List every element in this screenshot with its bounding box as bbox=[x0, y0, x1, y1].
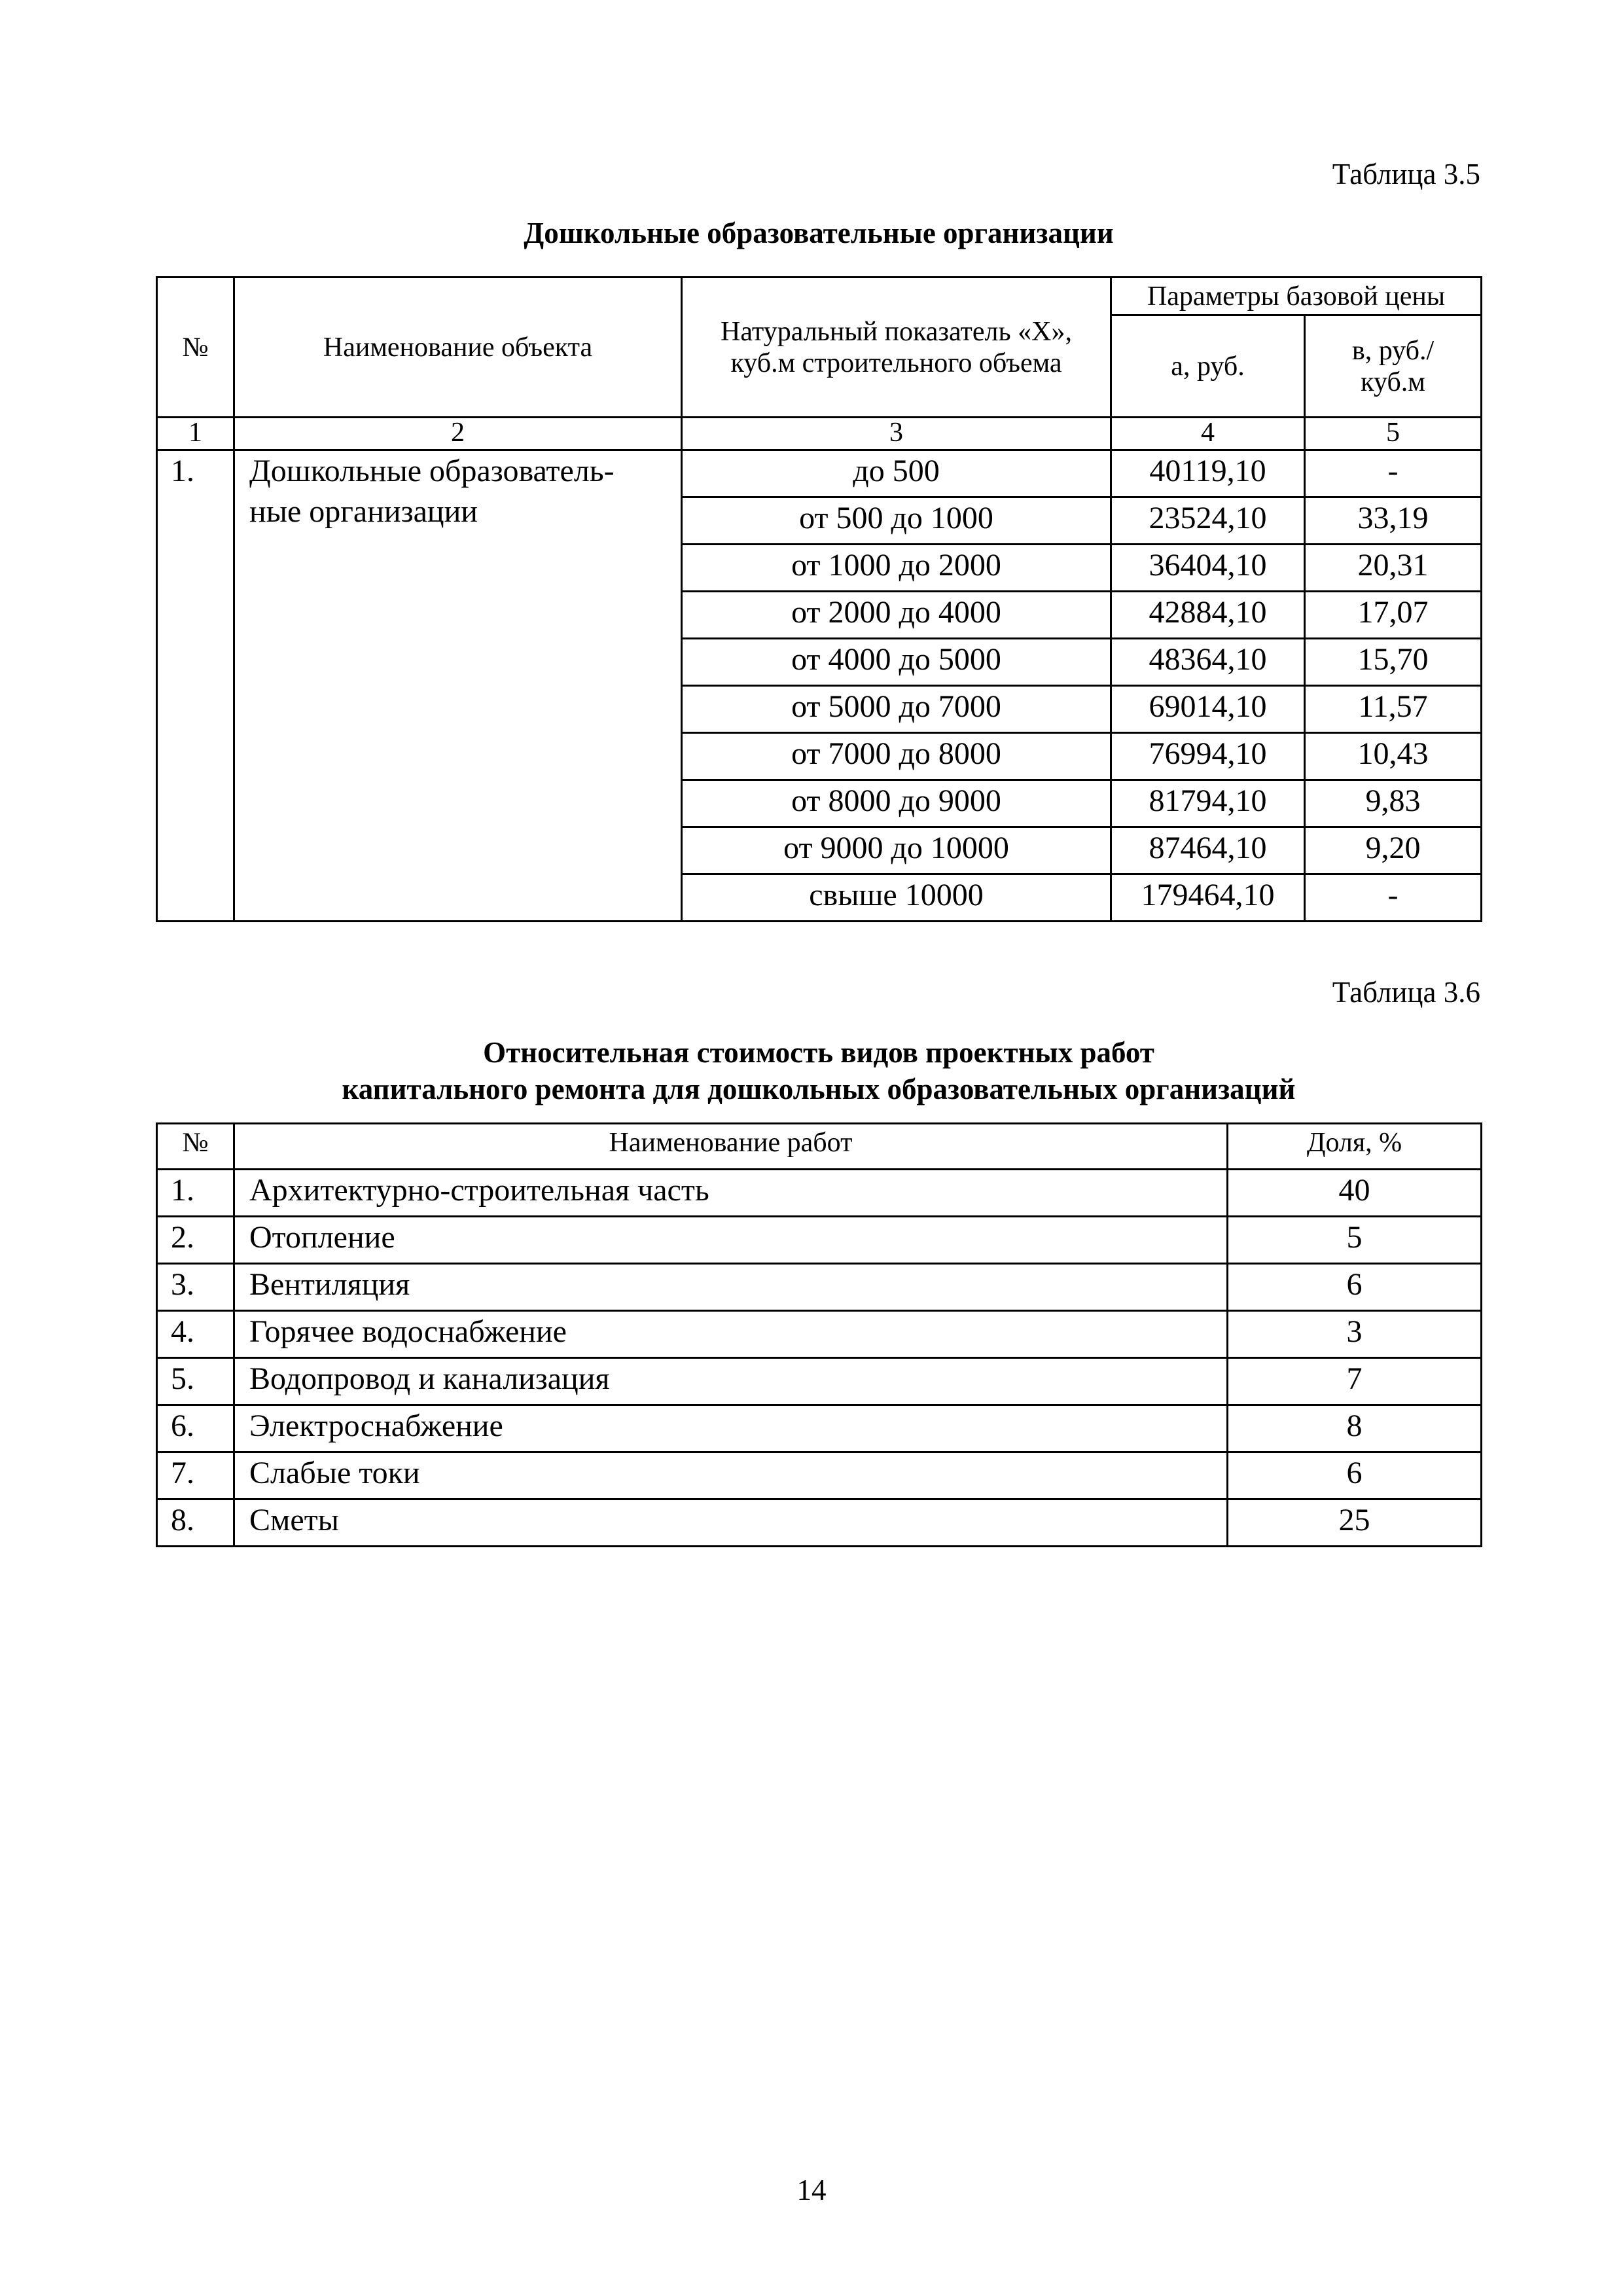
price-a: 69014,10 bbox=[1111, 686, 1305, 733]
price-b: 17,07 bbox=[1305, 592, 1482, 639]
work-share: 8 bbox=[1228, 1405, 1482, 1452]
work-name: Вентиляция bbox=[234, 1264, 1228, 1311]
work-share: 7 bbox=[1228, 1358, 1482, 1405]
header-no: № bbox=[157, 1124, 234, 1170]
table-row bbox=[157, 450, 1482, 497]
volume-range: от 500 до 1000 bbox=[682, 497, 1111, 545]
header-b-rub-per-m3: в, руб./куб.м bbox=[1305, 315, 1482, 418]
price-b: 10,43 bbox=[1305, 733, 1482, 780]
column-number: 4 bbox=[1111, 418, 1305, 450]
header-base-price-params: Параметры базовой цены bbox=[1111, 278, 1482, 315]
table-row bbox=[157, 1170, 1482, 1217]
price-b: - bbox=[1305, 450, 1482, 497]
table-3-6-title bbox=[157, 1034, 1480, 1107]
row-number: 4. bbox=[157, 1311, 234, 1358]
header-share: Доля, % bbox=[1228, 1124, 1482, 1170]
price-a: 48364,10 bbox=[1111, 639, 1305, 686]
price-b: 33,19 bbox=[1305, 497, 1482, 545]
price-b: 9,20 bbox=[1305, 827, 1482, 874]
column-number: 1 bbox=[157, 418, 234, 450]
work-name: Сметы bbox=[234, 1499, 1228, 1547]
price-a: 76994,10 bbox=[1111, 733, 1305, 780]
table-3-6-title-line-2: капитального ремонта для дошкольных образовательных организаций bbox=[342, 1073, 1296, 1105]
table-row bbox=[157, 1405, 1482, 1452]
table-3-5-title: Дошкольные образовательные организации bbox=[524, 217, 1114, 249]
price-a: 179464,10 bbox=[1111, 874, 1305, 922]
volume-range: от 5000 до 7000 bbox=[682, 686, 1111, 733]
work-name: Электроснабжение bbox=[234, 1405, 1228, 1452]
header-no: № bbox=[157, 278, 234, 418]
header-a-rub: а, руб. bbox=[1111, 315, 1305, 418]
work-share: 3 bbox=[1228, 1311, 1482, 1358]
page-number: 14 bbox=[796, 2174, 827, 2206]
row-number: 7. bbox=[157, 1452, 234, 1499]
work-share: 25 bbox=[1228, 1499, 1482, 1547]
table-3-6-label: Таблица 3.6 bbox=[1332, 976, 1480, 1009]
price-b: 11,57 bbox=[1305, 686, 1482, 733]
column-number: 2 bbox=[234, 418, 682, 450]
table-row bbox=[157, 1264, 1482, 1311]
table-row bbox=[157, 1499, 1482, 1547]
volume-range: свыше 10000 bbox=[682, 874, 1111, 922]
header-object-name: Наименование объекта bbox=[234, 278, 682, 418]
price-b: 9,83 bbox=[1305, 780, 1482, 827]
row-number: 8. bbox=[157, 1499, 234, 1547]
work-name: Архитектурно-строительная часть bbox=[234, 1170, 1228, 1217]
table-3-6-title-line-1: Относительная стоимость видов проектных работ bbox=[483, 1036, 1154, 1069]
row-number: 6. bbox=[157, 1405, 234, 1452]
work-name: Водопровод и канализация bbox=[234, 1358, 1228, 1405]
item-name: Дошкольные образователь-ные организации bbox=[234, 450, 682, 922]
work-name: Слабые токи bbox=[234, 1452, 1228, 1499]
item-number: 1. bbox=[157, 450, 234, 922]
price-a: 23524,10 bbox=[1111, 497, 1305, 545]
header-work-name: Наименование работ bbox=[234, 1124, 1228, 1170]
volume-range: от 2000 до 4000 bbox=[682, 592, 1111, 639]
volume-range: от 1000 до 2000 bbox=[682, 545, 1111, 592]
volume-range: от 9000 до 10000 bbox=[682, 827, 1111, 874]
volume-range: от 8000 до 9000 bbox=[682, 780, 1111, 827]
work-share: 5 bbox=[1228, 1217, 1482, 1264]
price-b: 20,31 bbox=[1305, 545, 1482, 592]
work-name: Отопление bbox=[234, 1217, 1228, 1264]
table-3-6 bbox=[156, 1122, 1482, 1547]
row-number: 3. bbox=[157, 1264, 234, 1311]
work-share: 6 bbox=[1228, 1264, 1482, 1311]
volume-range: до 500 bbox=[682, 450, 1111, 497]
price-a: 42884,10 bbox=[1111, 592, 1305, 639]
row-number: 2. bbox=[157, 1217, 234, 1264]
column-number: 5 bbox=[1305, 418, 1482, 450]
price-b: - bbox=[1305, 874, 1482, 922]
work-share: 40 bbox=[1228, 1170, 1482, 1217]
volume-range: от 7000 до 8000 bbox=[682, 733, 1111, 780]
table-row bbox=[157, 1358, 1482, 1405]
volume-range: от 4000 до 5000 bbox=[682, 639, 1111, 686]
header-natural-indicator: Натуральный показатель «Х», куб.м строительного объема bbox=[682, 278, 1111, 418]
price-a: 81794,10 bbox=[1111, 780, 1305, 827]
price-a: 36404,10 bbox=[1111, 545, 1305, 592]
price-a: 87464,10 bbox=[1111, 827, 1305, 874]
table-row bbox=[157, 1452, 1482, 1499]
table-row bbox=[157, 1217, 1482, 1264]
column-number: 3 bbox=[682, 418, 1111, 450]
work-share: 6 bbox=[1228, 1452, 1482, 1499]
price-b: 15,70 bbox=[1305, 639, 1482, 686]
table-3-5-label: Таблица 3.5 bbox=[1332, 158, 1480, 190]
price-a: 40119,10 bbox=[1111, 450, 1305, 497]
row-number: 1. bbox=[157, 1170, 234, 1217]
row-number: 5. bbox=[157, 1358, 234, 1405]
work-name: Горячее водоснабжение bbox=[234, 1311, 1228, 1358]
table-row bbox=[157, 1311, 1482, 1358]
table-3-5 bbox=[156, 276, 1482, 922]
